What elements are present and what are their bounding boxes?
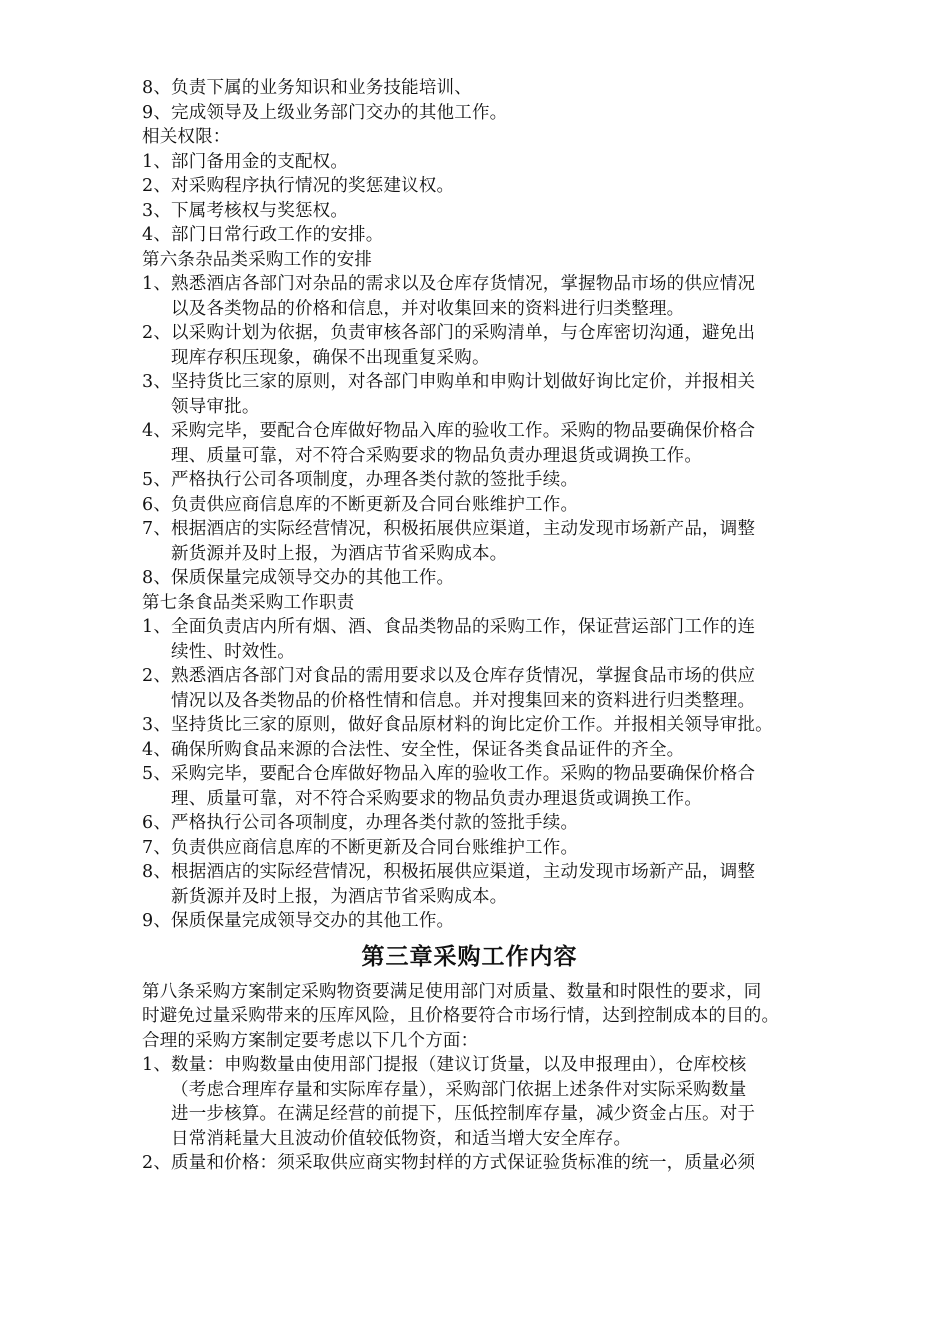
list-item-number: 9、 <box>142 102 172 123</box>
list-item-line: 对采购程序执行情况的奖惩建议权。 <box>171 176 455 196</box>
list-item-line: 质量和价格：须采取供应商实物封样的方式保证验货标准的统一，质量必须 <box>171 1153 756 1173</box>
list-item-line: 理、质量可靠，对不符合采购要求的物品负责办理退货或调换工作。 <box>171 445 703 466</box>
list-item <box>142 493 827 518</box>
list-item <box>142 566 827 591</box>
list-item-line: （考虑合理库存量和实际库存量），采购部门依据上述条件对实际采购数量 <box>171 1079 747 1100</box>
list-item <box>142 1053 827 1151</box>
list-item-line: 下属考核权与奖惩权。 <box>171 200 349 221</box>
list-item <box>142 762 827 811</box>
list-item-text <box>171 566 827 591</box>
article6-heading: 第六条杂品类采购工作的安排 <box>142 249 373 270</box>
list-item-text <box>171 174 827 199</box>
list-item-line: 负责供应商信息库的不断更新及合同台账维护工作。 <box>171 837 579 858</box>
authority-heading: 相关权限： <box>142 127 231 147</box>
list-item-line: 以及各类物品的价格和信息，并对收集回来的资料进行归类整理。 <box>171 298 685 319</box>
list-item <box>142 517 827 566</box>
list-item-text <box>171 370 827 419</box>
article7-heading: 第七条食品类采购工作职责 <box>142 592 355 613</box>
list-item-number: 3、 <box>142 200 172 221</box>
chapter-title: 第三章采购工作内容 <box>361 942 578 970</box>
list-item <box>142 199 827 224</box>
list-item-number: 8、 <box>142 862 172 882</box>
list-item-line: 理、质量可靠，对不符合采购要求的物品负责办理退货或调换工作。 <box>171 788 703 809</box>
list-item <box>142 713 827 738</box>
list-item-number: 1、 <box>142 617 172 637</box>
list-item-line: 确保所购食品来源的合法性、安全性，保证各类食品证件的齐全。 <box>171 739 685 760</box>
list-item <box>142 150 827 175</box>
document-page <box>142 76 827 1176</box>
list-item-number: 6、 <box>142 494 172 515</box>
list-item-text <box>171 150 827 175</box>
list-item-number: 1、 <box>142 274 172 294</box>
list-item <box>142 419 827 468</box>
list-item-text <box>171 860 827 909</box>
list-item <box>142 1151 827 1176</box>
list-item-line: 根据酒店的实际经营情况，积极拓展供应渠道，主动发现市场新产品，调整 <box>171 862 756 882</box>
list-item <box>142 101 827 126</box>
list-item-line: 数量：申购数量由使用部门提报（建议订货量，以及申报理由），仓库校核 <box>171 1055 747 1075</box>
list-item-line: 严格执行公司各项制度，办理各类付款的签批手续。 <box>171 470 579 490</box>
list-item-number: 6、 <box>142 813 172 833</box>
list-item-line: 部门备用金的支配权。 <box>171 151 349 172</box>
list-item-line: 采购完毕，要配合仓库做好物品入库的验收工作。采购的物品要确保价格合 <box>171 421 756 441</box>
article8-paragraph <box>142 980 827 1054</box>
list-item-number: 4、 <box>142 739 172 760</box>
list-item-number: 5、 <box>142 764 172 784</box>
list-item-line: 部门日常行政工作的安排。 <box>171 225 384 245</box>
list-item-text <box>171 762 827 811</box>
list-item-text <box>171 199 827 224</box>
list-item-line: 现库存积压现象，确保不出现重复采购。 <box>171 347 490 368</box>
list-item-line: 熟悉酒店各部门对杂品的需求以及仓库存货情况，掌握物品市场的供应情况 <box>171 274 756 294</box>
list-item-number: 8、 <box>142 78 172 98</box>
list-item-number: 9、 <box>142 911 172 931</box>
list-item-number: 3、 <box>142 372 172 392</box>
list-item-text <box>171 101 827 126</box>
list-item-line: 领导审批。 <box>171 396 260 417</box>
list-item-number: 5、 <box>142 470 172 490</box>
list-item <box>142 223 827 248</box>
article8-line: 时避免过量采购带来的压库风险，且价格要符合市场行情，达到控制成本的目的。 <box>142 1006 780 1026</box>
list-item-line: 坚持货比三家的原则，做好食品原材料的询比定价工作。并报相关领导审批。 <box>171 715 773 735</box>
list-item-text <box>171 738 827 763</box>
list-item <box>142 615 827 664</box>
article8-list <box>142 1053 827 1176</box>
list-item-number: 3、 <box>142 715 172 735</box>
list-item-number: 8、 <box>142 568 172 588</box>
list-item <box>142 272 827 321</box>
article6-list <box>142 272 827 591</box>
list-item-text <box>171 811 827 836</box>
list-item-text <box>171 223 827 248</box>
list-item-text <box>171 909 827 934</box>
list-item-text <box>171 321 827 370</box>
list-item-line: 进一步核算。在满足经营的前提下，压低控制库存量，减少资金占压。对于 <box>171 1104 756 1124</box>
list-item <box>142 370 827 419</box>
list-item-text <box>171 493 827 518</box>
list-item-text <box>171 468 827 493</box>
list-item-line: 采购完毕，要配合仓库做好物品入库的验收工作。采购的物品要确保价格合 <box>171 764 756 784</box>
list-item-line: 续性、时效性。 <box>171 641 295 662</box>
list-item-text <box>171 1053 827 1151</box>
list-item-line: 负责下属的业务知识和业务技能培训、 <box>171 78 472 98</box>
list-item-line: 完成领导及上级业务部门交办的其他工作。 <box>171 102 508 123</box>
list-item-text <box>171 272 827 321</box>
list-item-number: 2、 <box>142 666 172 686</box>
list-item-line: 严格执行公司各项制度，办理各类付款的签批手续。 <box>171 813 579 833</box>
list-item-number: 4、 <box>142 225 172 245</box>
list-item-line: 保质保量完成领导交办的其他工作。 <box>171 568 455 588</box>
list-item-number: 7、 <box>142 519 172 539</box>
list-item-number: 4、 <box>142 421 172 441</box>
list-item-line: 保质保量完成领导交办的其他工作。 <box>171 911 455 931</box>
list-item-number: 2、 <box>142 1153 172 1173</box>
list-item-line: 日常消耗量大且波动价值较低物资，和适当增大安全库存。 <box>171 1128 632 1149</box>
list-item-text <box>171 664 827 713</box>
list-item <box>142 321 827 370</box>
list-item-text <box>171 713 827 738</box>
list-item <box>142 738 827 763</box>
list-item-number: 1、 <box>142 1055 172 1075</box>
list-item <box>142 860 827 909</box>
list-item-line: 情况以及各类物品的价格性情和信息。并对搜集回来的资料进行归类整理。 <box>171 690 756 711</box>
list-item-line: 熟悉酒店各部门对食品的需用要求以及仓库存货情况，掌握食品市场的供应 <box>171 666 756 686</box>
list-item-text <box>171 419 827 468</box>
list-item <box>142 811 827 836</box>
list-item-line: 全面负责店内所有烟、酒、食品类物品的采购工作，保证营运部门工作的连 <box>171 617 756 637</box>
list-item <box>142 909 827 934</box>
duties-list-tail <box>142 76 827 125</box>
list-item-number: 2、 <box>142 323 172 343</box>
list-item-text <box>171 836 827 861</box>
article7-list <box>142 615 827 934</box>
list-item-line: 根据酒店的实际经营情况，积极拓展供应渠道，主动发现市场新产品，调整 <box>171 519 756 539</box>
list-item-text <box>171 1151 827 1176</box>
list-item <box>142 174 827 199</box>
list-item-text <box>171 517 827 566</box>
list-item-text <box>171 615 827 664</box>
article8-line: 第八条采购方案制定采购物资要满足使用部门对质量、数量和时限性的要求，同 <box>142 981 762 1002</box>
article8-line: 合理的采购方案制定要考虑以下几个方面： <box>142 1030 479 1051</box>
list-item-line: 以采购计划为依据，负责审核各部门的采购清单，与仓库密切沟通，避免出 <box>171 323 756 343</box>
authority-list <box>142 150 827 248</box>
list-item-number: 1、 <box>142 151 172 172</box>
list-item-line: 新货源并及时上报，为酒店节省采购成本。 <box>171 886 508 907</box>
list-item-text <box>171 76 827 101</box>
list-item <box>142 468 827 493</box>
list-item <box>142 836 827 861</box>
list-item-number: 7、 <box>142 837 172 858</box>
list-item-line: 负责供应商信息库的不断更新及合同台账维护工作。 <box>171 494 579 515</box>
list-item <box>142 664 827 713</box>
list-item-line: 坚持货比三家的原则，对各部门申购单和申购计划做好询比定价，并报相关 <box>171 372 756 392</box>
list-item-number: 2、 <box>142 176 172 196</box>
list-item <box>142 76 827 101</box>
list-item-line: 新货源并及时上报，为酒店节省采购成本。 <box>171 543 508 564</box>
